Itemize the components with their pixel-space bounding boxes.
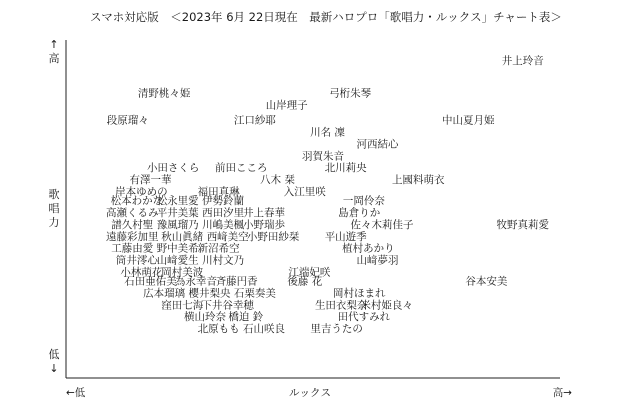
data-point-label: 斉藤円香 [215,275,258,288]
data-point-label: 北原もも [197,323,240,336]
data-point-label: 下井谷幸穂 [201,299,254,312]
data-point-label: 入江里咲 [283,186,326,199]
y-axis-up-arrow: ↑ [49,38,59,51]
data-point-label: 井上玲音 [501,55,544,67]
data-point-label: 川嶋美楓 [202,218,245,231]
data-point-label: 上國料萌衣 [392,174,445,187]
data-point-label: 羽賀朱音 [302,150,344,163]
chart-title: スマホ対応版 ＜2023年 6月 22日現在 最新ハロプロ「歌唱力・ルックス」チャート表＞ [90,10,562,24]
data-point-label: 清野桃々姫 [137,87,191,100]
data-point-label: 牧野真莉愛 [496,218,550,231]
data-point-label: 石田亜佑美 [124,275,177,288]
data-point-label: 遠藤彩加里 [106,230,159,243]
data-point-label: 川名 凜 [310,126,345,139]
data-point-label: 北川莉央 [324,162,367,175]
data-point-label: 一岡伶奈 [342,195,385,207]
data-point-label: 小野瑞歩 [243,218,285,231]
data-point-label: 河西結心 [356,138,399,151]
data-point-label: 工藤由愛 [111,242,154,255]
data-point-label: 米村姫良々 [360,299,413,312]
data-point-label: 江口紗耶 [233,114,276,127]
data-point-label: 平井美葉 [156,206,199,219]
data-point-label: 八木 栞 [260,174,296,187]
data-point-label: 西田汐里 [202,206,245,219]
data-point-label: 豫風瑠乃 [156,218,199,231]
data-point-label: 岸本ゆめの [115,186,168,199]
data-point-label: 西﨑美空 [206,230,249,243]
y-axis-title: 歌唱力 [48,188,60,229]
data-point-label: 窪田七海 [161,299,204,312]
data-point-label: 山岸理子 [265,99,308,112]
data-point-label: 福田真琳 [197,186,240,199]
data-point-label: 松本わかな [110,195,164,207]
data-point-label: 平山遊季 [324,230,367,243]
data-point-label: 前田こころ [215,162,268,175]
data-point-label: 山﨑愛生 [156,254,199,267]
data-point-label: 佐々木莉佳子 [350,218,414,231]
data-point-label: 岡村ほまれ [333,287,386,300]
data-point-label: 井上春華 [243,206,285,219]
data-point-label: 新沼希空 [197,242,240,255]
data-point-label: 生田衣梨奈 [314,299,368,312]
data-point-label: 小田さくら [146,162,200,175]
data-point-label: 川村文乃 [202,254,245,267]
data-point-label: 松永里愛 [156,195,199,207]
data-point-label: 為永幸音 [174,275,217,288]
x-axis-low-label: ←低 [66,387,86,399]
data-point-label: 中山夏月姫 [442,114,495,127]
data-point-label: 島倉りか [338,206,381,219]
data-point-label: 高瀬くるみ [106,206,159,219]
data-point-label: 江端妃咲 [288,266,331,279]
data-point-label: 山﨑夢羽 [356,254,399,267]
x-axis-high-label: 高→ [552,387,572,399]
y-axis-high-label: 高 [48,52,60,65]
data-point-label: 後藤 花 [287,275,323,288]
x-axis-title: ルックス [289,387,331,399]
data-point-label: 野中美希 [156,242,199,255]
data-point-label: 櫻井梨央 [188,287,231,300]
data-point-label: 岡村美波 [161,266,204,279]
data-point-label: 伊勢鈴蘭 [202,195,245,207]
data-point-label: 筒井澪心 [115,254,158,267]
data-point-label: 有澤一華 [129,174,172,187]
data-point-label: 小野田紗栞 [246,230,300,243]
y-axis-low-label: 低 [48,348,60,361]
data-point-label: 谷本安美 [465,275,508,288]
data-point-label: 橋迫 鈴 [228,311,264,324]
data-point-label: 石山咲良 [243,323,285,336]
data-point-label: 譜久村聖 [111,218,154,231]
data-point-label: 田代すみれ [337,311,391,324]
data-point-label: 石栗奏美 [233,287,276,300]
data-point-label: 横山玲奈 [184,311,226,324]
y-axis-down-arrow: ↓ [49,362,59,375]
data-point-label: 植村あかり [342,242,395,255]
data-point-label: 弓桁朱琴 [329,87,372,100]
data-point-label: 里吉うたの [310,323,363,336]
data-point-label: 小林萌花 [120,266,163,279]
data-point-label: 段原瑠々 [106,114,149,127]
data-point-label: 広本瑠璃 [143,287,186,300]
data-point-label: 秋山眞緒 [161,230,204,243]
